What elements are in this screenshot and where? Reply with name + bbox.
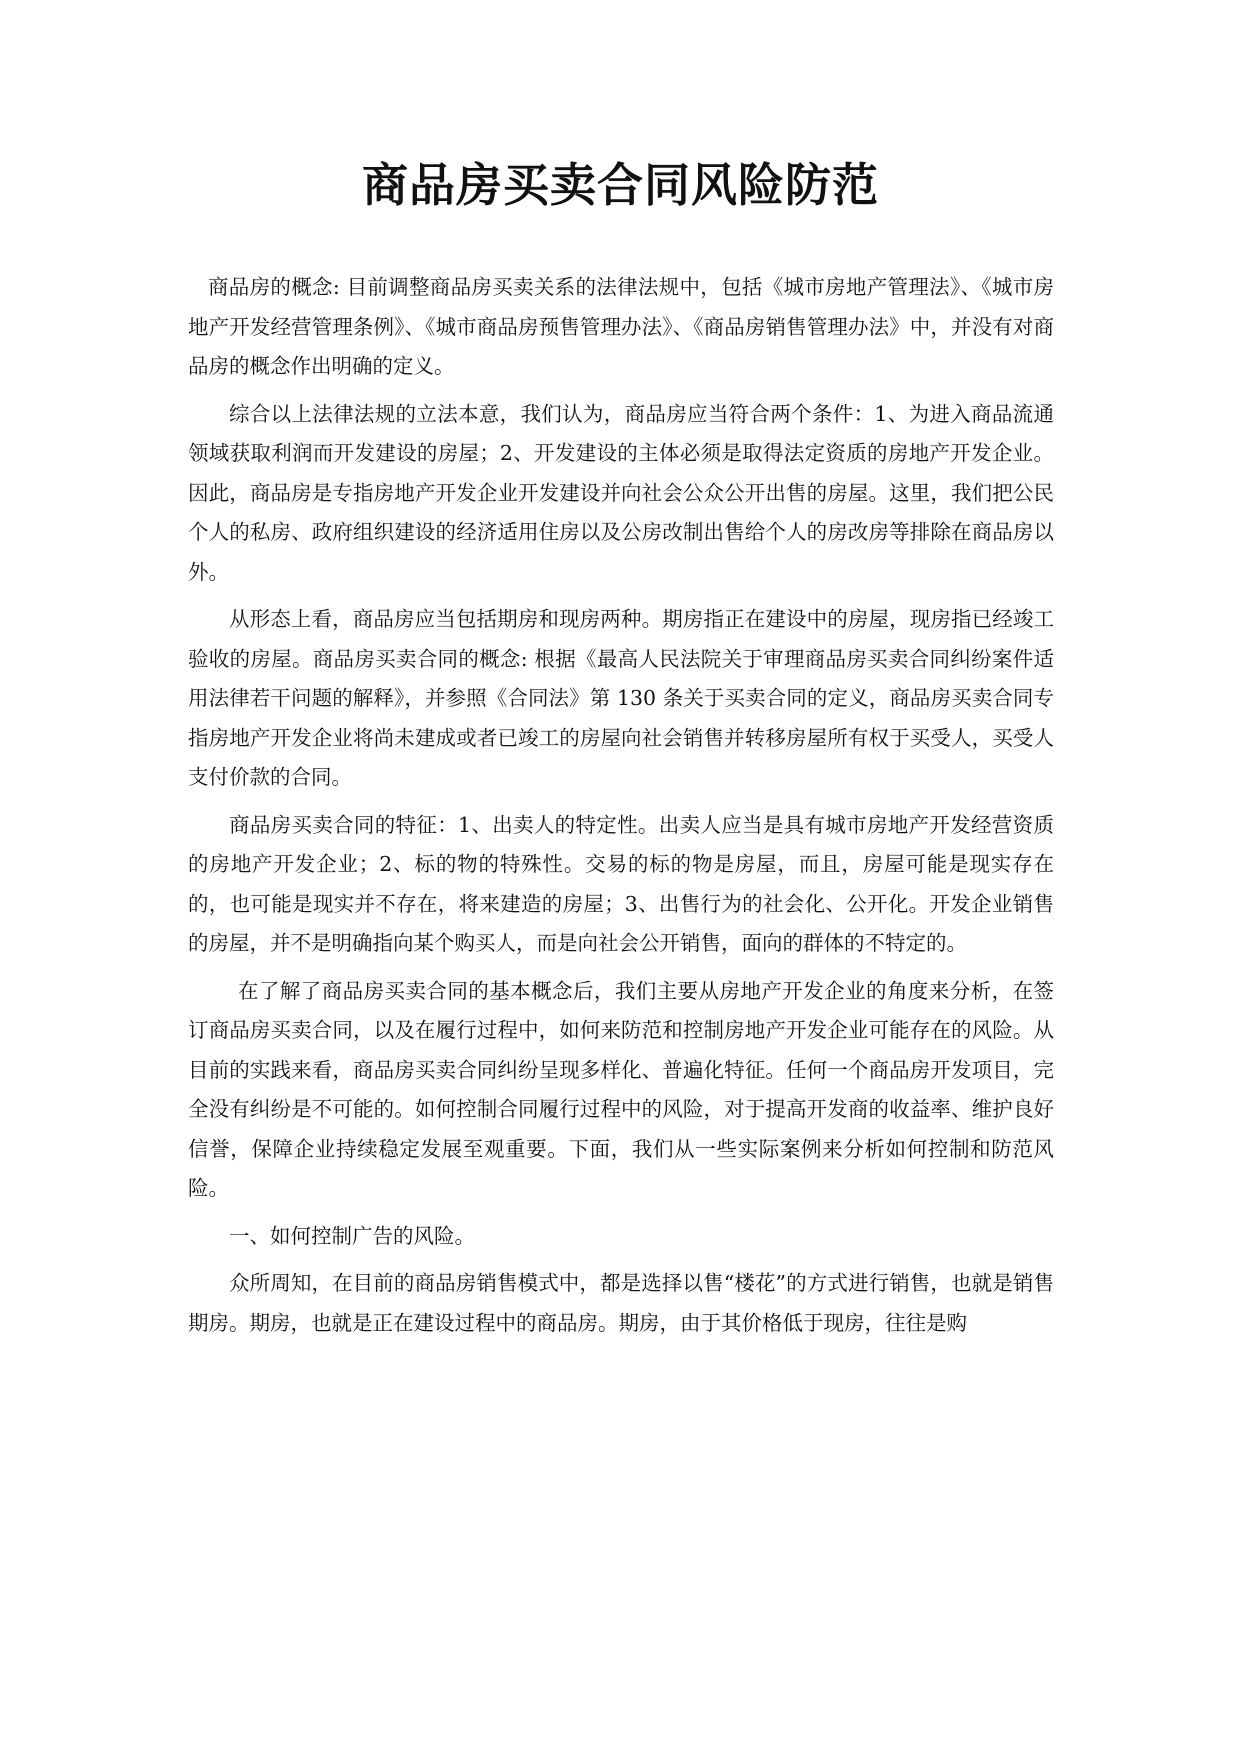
paragraph-presale: 众所周知，在目前的商品房销售模式中，都是选择以售“楼花”的方式进行销售，也就是销售期房。期房，也就是正在建设过程中的商品房。期房，由于其价格低于现房，往往是购 [188, 1271, 1054, 1335]
section-heading-advertising-risk: 一、如何控制广告的风险。 [229, 1223, 475, 1248]
paragraph-forms: 从形态上看，商品房应当包括期房和现房两种。期房指正在建设中的房屋，现房指已经竣工验收的房屋。商品房买卖合同的概念: 根据《最高人民法院关于审理商品房买卖合同纠纷案件适用法律若干问题的解释》，并参照《合同法》第 130 条关于买卖合同的定义，商品房买卖合同专指房地产开发企业将尚未建成或者已竣工的房屋向社会销售并转移房屋所有权于买受人，买受人支付价款的合同。 [188, 607, 1054, 789]
document-body [188, 268, 1054, 1351]
paragraph-risk-overview: 在了解了商品房买卖合同的基本概念后，我们主要从房地产开发企业的角度来分析，在签订商品房买卖合同，以及在履行过程中，如何来防范和控制房地产开发企业可能存在的风险。从目前的实践来看，商品房买卖合同纠纷呈现多样化、普遍化特征。任何一个商品房开发项目，完全没有纠纷是不可能的。如何控制合同履行过程中的风险，对于提高开发商的收益率、维护良好信誉，保障企业持续稳定发展至观重要。下面，我们从一些实际案例来分析如何控制和防范风险。 [188, 978, 1054, 1200]
paragraph-concept: 商品房的概念: 目前调整商品房买卖关系的法律法规中，包括《城市房地产管理法》、《城市房地产开发经营管理条例》、《城市商品房预售管理办法》、《商品房销售管理办法》中，并没有对商品房的概念作出明确的定义。 [188, 275, 1054, 378]
document-title: 商品房买卖合同风险防范 [362, 158, 879, 212]
paragraph-features: 商品房买卖合同的特征：1、出卖人的特定性。出卖人应当是具有城市房地产开发经营资质的房地产开发企业；2、标的物的特殊性。交易的标的物是房屋，而且，房屋可能是现实存在的，也可能是现实并不存在，将来建造的房屋；3、出售行为的社会化、公开化。开发企业销售的房屋，并不是明确指向某个购买人，而是向社会公开销售，面向的群体的不特定的。 [188, 812, 1054, 955]
paragraph-conditions: 综合以上法律法规的立法本意，我们认为，商品房应当符合两个条件：1、为进入商品流通领域获取利润而开发建设的房屋；2、开发建设的主体必须是取得法定资质的房地产开发企业。因此，商品房是专指房地产开发企业开发建设并向社会公众公开出售的房屋。这里，我们把公民个人的私房、政府组织建设的经济适用住房以及公房改制出售给个人的房改房等排除在商品房以外。 [188, 401, 1054, 584]
